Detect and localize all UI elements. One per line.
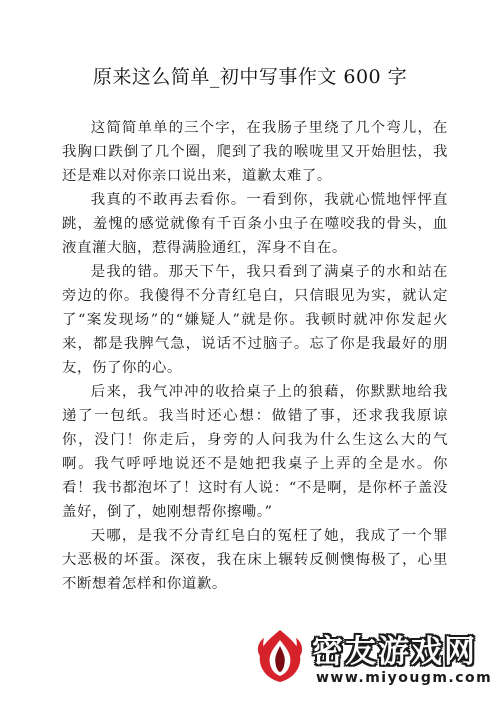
paragraph-2: 我真的不敢再去看你。一看到你，我就心慌地怦怦直跳，羞愧的感觉就像有千百条小虫子在噬咬我的骨头，血液直灌大脑，惹得满脸通红，浑身不自在。 xyxy=(62,192,448,256)
paragraph-1: 这简简单单的三个字，在我肠子里绕了几个弯儿，在我胸口跌倒了几个圈，爬到了我的喉咙里又开始胆怯，我还是难以对你亲口说出来，道歉太难了。 xyxy=(62,120,448,184)
document-title: 原来这么简单_初中写事作文 600 字 xyxy=(92,66,408,88)
paragraph-4: 后来，我气冲冲的收拾桌子上的狼藉，你默默地给我递了一包纸。我当时还心想：做错了事，还求我我原谅你，没门！你走后，身旁的人问我为什么生这么大的气啊。我气呼呼地说还不是她把我桌子上弄的全是水。你看！我书都泡坏了！这时有人说：“不是啊，是你杯子盖没盖好，倒了，她刚想帮你擦嘞。” xyxy=(62,384,448,520)
watermark-url: www.miyougm.com xyxy=(316,670,493,686)
paragraph-3: 是我的错。那天下午，我只看到了满桌子的水和站在旁边的你。我傻得不分青红皂白，只信眼见为实，就认定了“案发现场”的“嫌疑人”就是你。我顿时就冲你发起火来，都是我脾气急，说话不过脑子。忘了你是我最好的朋友，伤了你的心。 xyxy=(62,264,448,376)
paragraph-5: 天哪，是我不分青红皂白的冤枉了她，我成了一个罪大恶极的坏蛋。深夜，我在床上辗转反侧懊悔极了，心里不断想着怎样和你道歉。 xyxy=(62,528,448,592)
flame-emblem-icon xyxy=(254,626,306,686)
watermark-site-name: 密友游戏网 xyxy=(312,634,477,670)
document-body xyxy=(62,116,448,596)
site-watermark xyxy=(254,622,494,702)
